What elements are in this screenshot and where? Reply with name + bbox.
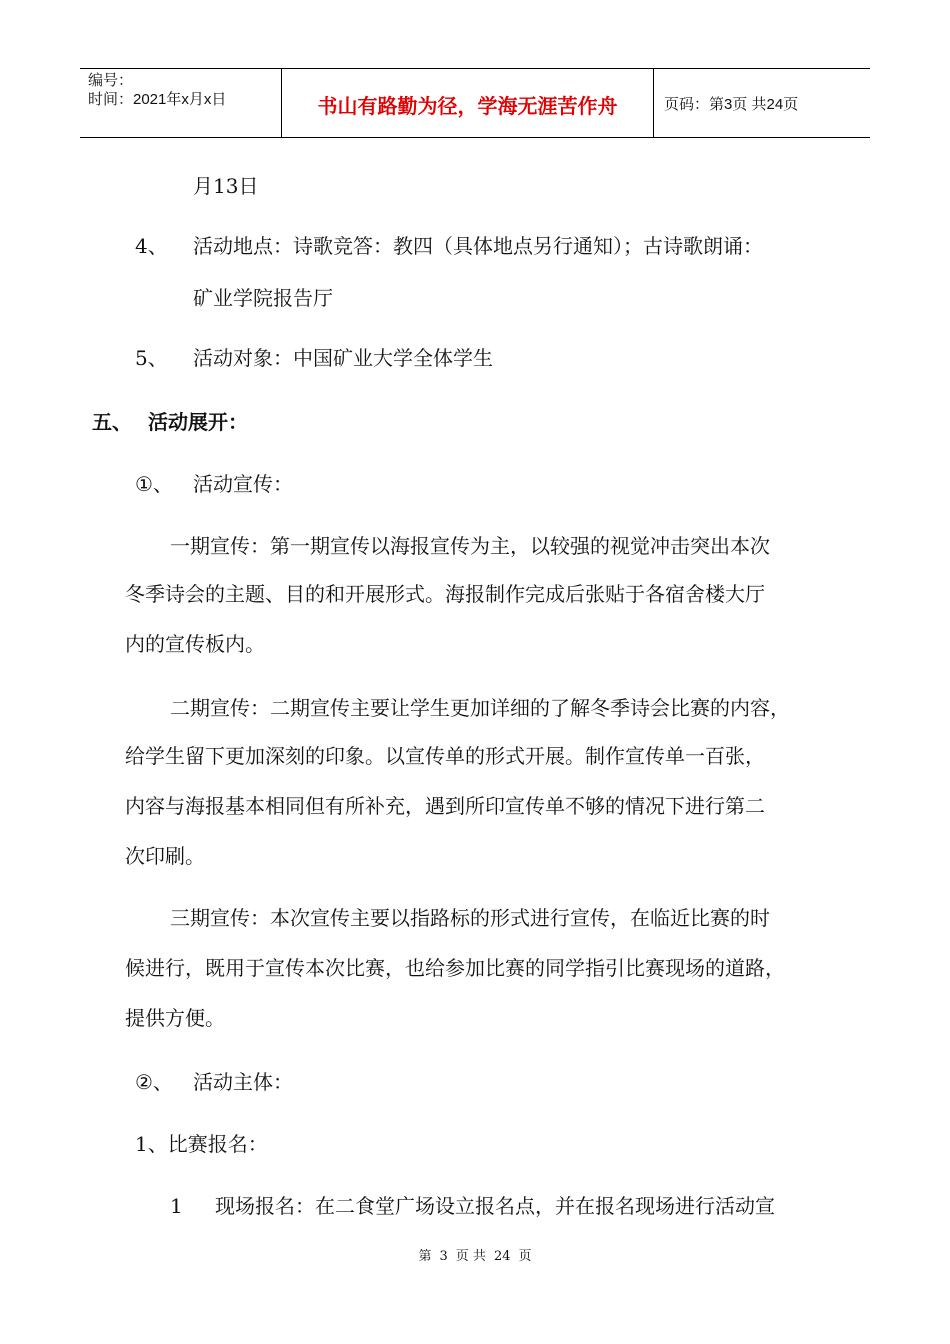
footer-total: 24 (493, 1249, 511, 1264)
paragraph-line: 二期宣传：二期宣传主要让学生更加详细的了解冬季诗会比赛的内容， (170, 696, 790, 720)
list-item-registration: 1、比赛报名： (135, 1132, 268, 1156)
header-page-cell (654, 69, 870, 137)
paragraph-line: 给学生留下更加深刻的印象。以宣传单的形式开展。制作宣传单一百张， (125, 744, 765, 768)
list-item-location-cont: 矿业学院报告厅 (193, 286, 333, 310)
page-footer (0, 1245, 950, 1264)
header-time: 时间：2021年x月x日 (88, 91, 227, 108)
list-item-location: 活动地点：诗歌竞答：教四（具体地点另行通知）；古诗歌朗诵： (193, 234, 763, 258)
paragraph-line: 三期宣传：本次宣传主要以指路标的形式进行宣传，在临近比赛的时 (170, 906, 770, 930)
paragraph-line: 候进行，既用于宣传本次比赛，也给参加比赛的同学指引比赛现场的道路， (125, 956, 785, 980)
page-header (80, 68, 870, 138)
footer-mid: 页 共 (455, 1249, 486, 1264)
paragraph-line: 冬季诗会的主题、目的和开展形式。海报制作完成后张贴于各宿舍楼大厅 (125, 582, 765, 606)
paragraph-line: 一期宣传：第一期宣传以海报宣传为主，以较强的视觉冲击突出本次 (170, 534, 770, 558)
subsection-title: 活动主体： (193, 1070, 293, 1094)
section-title: 活动展开： (148, 410, 248, 434)
subsection-title: 活动宣传： (193, 472, 293, 496)
paragraph-line: 内的宣传板内。 (125, 632, 265, 656)
footer-prefix: 第 (418, 1249, 432, 1264)
header-motto-cell (282, 69, 654, 137)
footer-page: 3 (439, 1249, 448, 1264)
list-item-onsite: 现场报名：在二食堂广场设立报名点，并在报名现场进行活动宣 (215, 1194, 775, 1218)
paragraph-line: 内容与海报基本相同但有所补充，遇到所印宣传单不够的情况下进行第二 (125, 794, 765, 818)
subsection-number: ①、 (135, 472, 173, 496)
list-item-target: 活动对象：中国矿业大学全体学生 (193, 346, 493, 370)
text-line: 月13日 (193, 174, 259, 198)
list-number: 5、 (135, 346, 168, 370)
list-number: 4、 (135, 234, 168, 258)
section-number: 五、 (92, 410, 132, 434)
header-number: 编号： (88, 72, 134, 89)
subsection-number: ②、 (135, 1070, 173, 1094)
paragraph-line: 提供方便。 (125, 1006, 225, 1030)
footer-suffix: 页 (518, 1249, 532, 1264)
header-page-info: 页码：第3页 共24页 (664, 95, 799, 113)
header-meta-cell (80, 69, 282, 137)
header-motto: 书山有路勤为径，学海无涯苦作舟 (317, 93, 618, 118)
paragraph-line: 次印刷。 (125, 844, 205, 868)
list-number: 1 (170, 1194, 183, 1218)
